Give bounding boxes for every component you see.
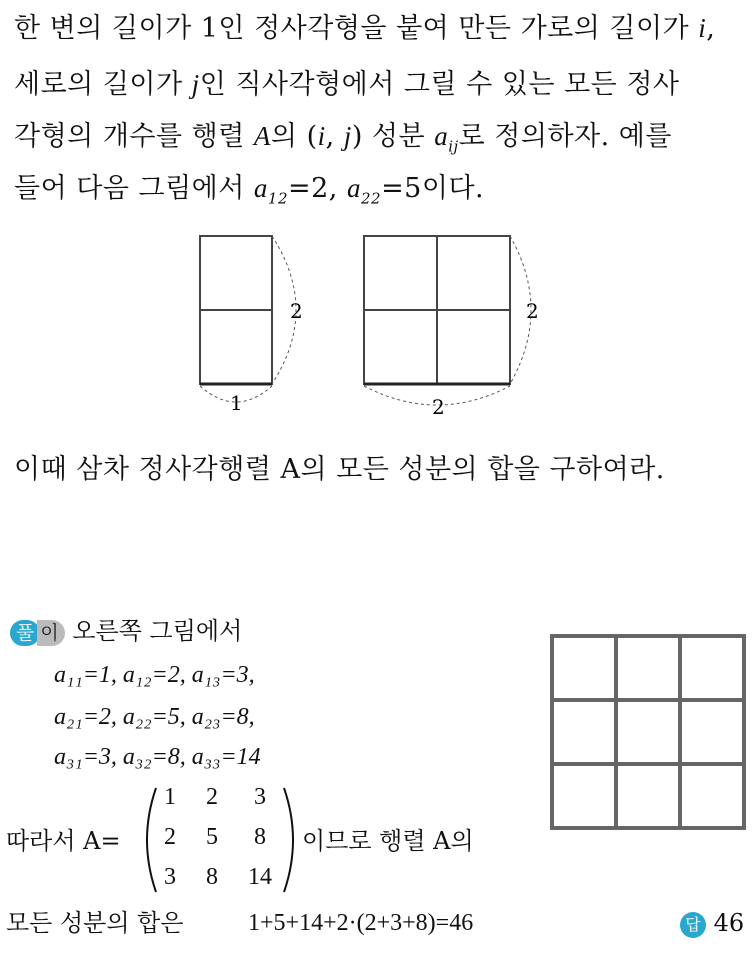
problem-line-1: 한 변의 길이가 1인 정사각형을 붙여 만든 가로의 길이가 i, bbox=[14, 13, 716, 44]
answer-value: 46 bbox=[713, 909, 745, 937]
figure-1x2 bbox=[190, 228, 320, 418]
solution-intro-line bbox=[10, 616, 242, 646]
matrix-cell: 14 bbox=[248, 864, 272, 890]
grid-3x3 bbox=[548, 632, 748, 832]
sum-expression: 1+5+14+2·(2+3+8)=46 bbox=[248, 910, 474, 936]
question-text: 이때 삼차 정사각행렬 A의 모든 성분의 합을 구하여라. bbox=[14, 454, 665, 485]
solution-row-3: a₃₁=3, a₃₂=8, a₃₃=14 bbox=[54, 744, 261, 770]
matrix-cell: 2 bbox=[164, 824, 176, 850]
answer-icon: 답 bbox=[680, 912, 706, 938]
figure-2x2-width-label: 2 bbox=[432, 395, 445, 419]
matrix-cell: 5 bbox=[206, 824, 218, 850]
matrix-cell: 3 bbox=[164, 864, 176, 890]
grid-3x3-outline bbox=[552, 636, 744, 828]
therefore-text: 따라서 A= bbox=[6, 827, 121, 855]
solution-row-2: a₂₁=2, a₂₂=5, a₂₃=8, bbox=[54, 704, 255, 730]
matrix-cell: 8 bbox=[206, 864, 218, 890]
matrix-cell: 3 bbox=[254, 784, 266, 810]
matrix-cell: 2 bbox=[206, 784, 218, 810]
solution-badge-2: 이 bbox=[37, 620, 64, 646]
solution-row-1: a₁₁=1, a₁₂=2, a₁₃=3, bbox=[54, 662, 255, 688]
matrix-A bbox=[142, 784, 298, 896]
problem-line-2: 세로의 길이가 j인 직사각형에서 그릴 수 있는 모든 정사 bbox=[14, 69, 680, 100]
matrix-cell: 1 bbox=[164, 784, 176, 810]
figure-2x2 bbox=[354, 228, 554, 422]
solution-intro: 오른쪽 그림에서 bbox=[72, 617, 243, 645]
problem-line-4: 들어 다음 그림에서 $a_{12}=2$, $a_{22}=5$이다. bbox=[14, 173, 485, 208]
matrix-cell: 8 bbox=[254, 824, 266, 850]
after-matrix-text: 이므로 행렬 A의 bbox=[302, 827, 474, 855]
answer bbox=[680, 908, 744, 938]
figure-2x2-height-label: 2 bbox=[526, 299, 539, 323]
matrix-right-paren bbox=[284, 788, 293, 892]
solution-badge: 풀 bbox=[10, 620, 40, 646]
sum-label: 모든 성분의 합은 bbox=[6, 909, 184, 937]
problem-line-3: 각형의 개수를 행렬 A의 (i, j) 성분 $a_{ij}$로 정의하자. 예를 bbox=[14, 121, 672, 156]
figure-1x2-height-label: 2 bbox=[290, 299, 303, 323]
figure-1x2-width-label: 1 bbox=[230, 391, 243, 415]
